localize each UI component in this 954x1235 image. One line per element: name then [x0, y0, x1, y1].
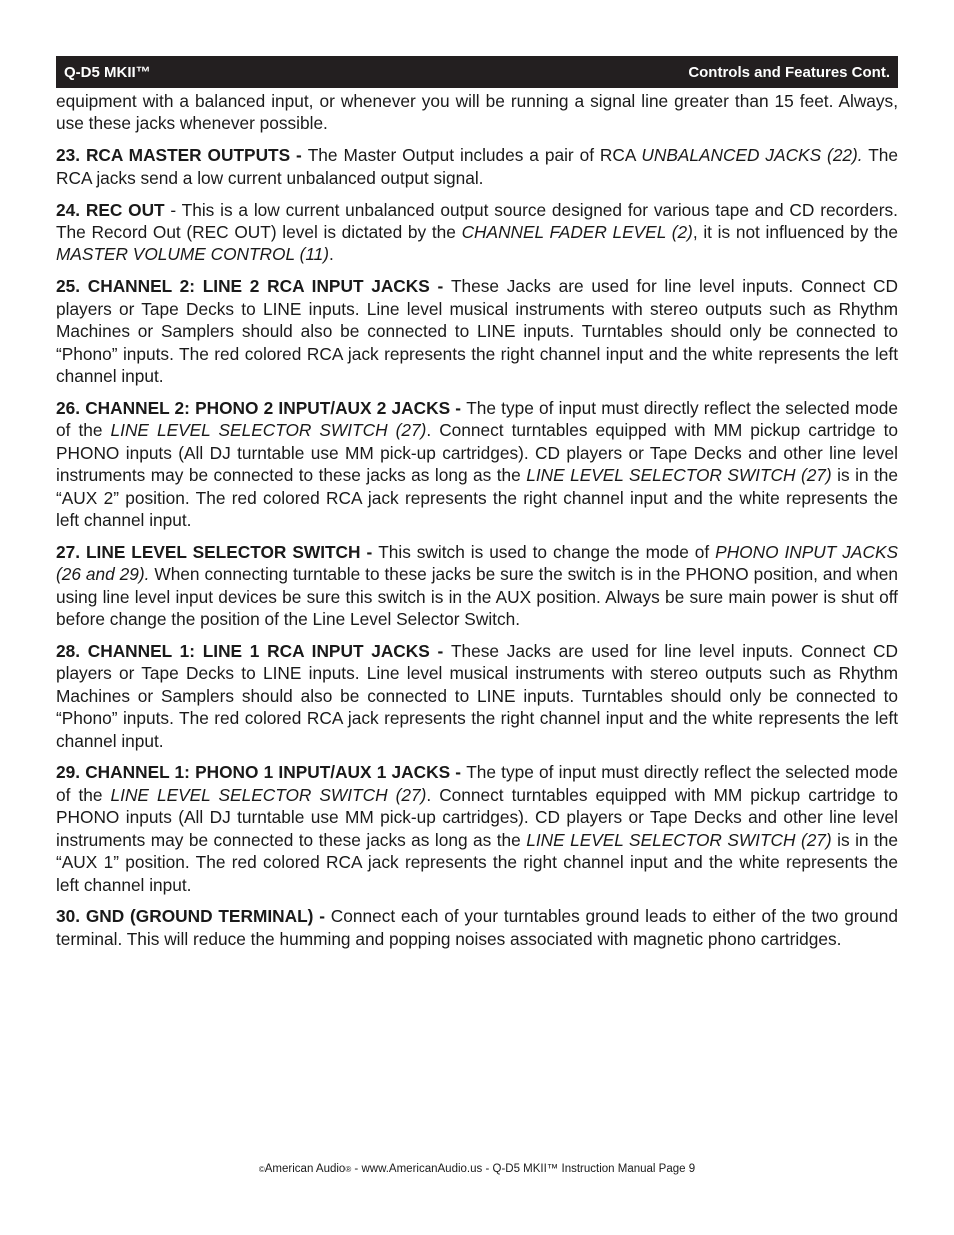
header-model: Q-D5 MKII™: [64, 63, 151, 81]
control-reference: MASTER VOLUME CONTROL (11): [56, 244, 330, 265]
footer-brand: American Audio: [264, 1163, 346, 1175]
control-reference: LINE LEVEL SELECTOR SWITCH (27): [110, 420, 427, 441]
footer-manual-page: Q-D5 MKII™ Instruction Manual Page 9: [492, 1163, 696, 1175]
paragraph-text: The type of input must directly reflect the selected mode of the: [56, 397, 899, 441]
item-heading: 29. CHANNEL 1: PHONO 1 INPUT/AUX 1 JACKS -: [56, 762, 467, 783]
footer-separator: -: [351, 1163, 362, 1175]
paragraph-text: The Master Output includes a pair of RCA: [307, 145, 642, 166]
control-reference: CHANNEL FADER LEVEL (2): [461, 222, 693, 243]
manual-paragraph: [56, 397, 898, 531]
paragraph-text: , it is not influenced by the: [692, 222, 898, 243]
item-heading: 24. REC OUT: [56, 199, 165, 220]
item-heading: 23. RCA MASTER OUTPUTS -: [56, 145, 308, 166]
footer-separator: -: [482, 1163, 493, 1175]
page-header-bar: [56, 56, 898, 88]
paragraph-text: is in the “AUX 1” position. The red colored RCA jack represents the right channel input and the white represents the left channel input.: [56, 829, 898, 895]
paragraph-text: These Jacks are used for line level inputs. Connect CD players or Tape Decks to LINE inputs. Line level musical instruments with stereo outputs such as Rhythm Machines or Samplers should also be connected to LINE inputs. Turntables should only be connected to “Phono” inputs. The red colored RCA jack represents the right channel input and the white represents the left channel input.: [56, 640, 898, 751]
paragraph-text: This switch is used to change the mode of: [378, 541, 716, 562]
paragraph-text: The type of input must directly reflect the selected mode of the: [56, 762, 899, 805]
control-reference: PHONO INPUT JACKS (26 and 29).: [56, 541, 898, 585]
paragraph-text: When connecting turntable to these jacks be sure the switch is in the PHONO position, and when using line level input devices be sure this switch is in the AUX position. Always be sure main power is shut off before change the position of the Line Level Selector Switch.: [56, 564, 898, 630]
item-heading: 26. CHANNEL 2: PHONO 2 INPUT/AUX 2 JACKS -: [56, 397, 467, 418]
paragraph-text: The RCA jacks send a low current unbalanced output signal.: [56, 145, 898, 188]
item-heading: 25. CHANNEL 2: LINE 2 RCA INPUT JACKS -: [56, 276, 451, 297]
paragraph-text: is in the “AUX 2” position. The red colored RCA jack represents the right channel input and the white represents the left channel input.: [56, 465, 898, 530]
paragraph-text: Connect each of your turntables ground leads to either of the two ground terminal. This will reduce the humming and popping noises associated with magnetic phono cartridges.: [56, 906, 898, 949]
header-section-title: Controls and Features Cont.: [688, 63, 890, 81]
control-reference: UNBALANCED JACKS (22).: [641, 145, 863, 166]
page-footer: [0, 1163, 954, 1175]
footer-registered-symbol: ®: [345, 1165, 352, 1174]
manual-paragraph: [56, 199, 898, 266]
footer-copyright-symbol: ©: [258, 1165, 265, 1174]
item-heading: 30. GND (GROUND TERMINAL) -: [56, 906, 331, 927]
manual-paragraph: [56, 541, 898, 631]
manual-paragraph: [56, 90, 898, 135]
manual-paragraph: [56, 275, 898, 387]
item-heading: 28. CHANNEL 1: LINE 1 RCA INPUT JACKS -: [56, 640, 451, 661]
manual-body: [56, 90, 898, 960]
paragraph-text: . Connect turntables equipped with MM pickup cartridge to PHONO inputs (All DJ turntable use MM pick-up cartridges). CD players or Tape Decks and other line level instruments may be connected to these jacks as long as the: [56, 420, 898, 486]
control-reference: LINE LEVEL SELECTOR SWITCH (27): [526, 829, 832, 850]
control-reference: LINE LEVEL SELECTOR SWITCH (27): [526, 465, 832, 486]
paragraph-text: These Jacks are used for line level inputs. Connect CD players or Tape Decks to LINE inputs. Line level musical instruments with stereo outputs such as Rhythm Machines or Samplers should also be connected to LINE inputs. Turntables should only be connected to “Phono” inputs. The red colored RCA jack represents the right channel input and the white represents the left channel input.: [56, 276, 898, 386]
manual-paragraph: [56, 761, 898, 895]
control-reference: LINE LEVEL SELECTOR SWITCH (27): [110, 784, 427, 805]
manual-paragraph: [56, 640, 898, 752]
paragraph-text: .: [329, 244, 334, 265]
item-heading: 27. LINE LEVEL SELECTOR SWITCH -: [56, 541, 379, 562]
paragraph-text: equipment with a balanced input, or whenever you will be running a signal line greater than 15 feet. Always, use these jacks whenever possible.: [56, 91, 898, 134]
manual-paragraph: [56, 905, 898, 950]
paragraph-text: . Connect turntables equipped with MM pickup cartridge to PHONO inputs (All DJ turntable use MM pick-up cartridges). CD players or Tape Decks and other line level instruments may be connected to these jacks as long as the: [56, 784, 898, 850]
paragraph-text: - This is a low current unbalanced output source designed for various tape and CD recorders. The Record Out (REC OUT) level is dictated by the: [56, 199, 898, 243]
manual-paragraph: [56, 144, 898, 189]
footer-website: www.AmericanAudio.us: [361, 1163, 483, 1175]
